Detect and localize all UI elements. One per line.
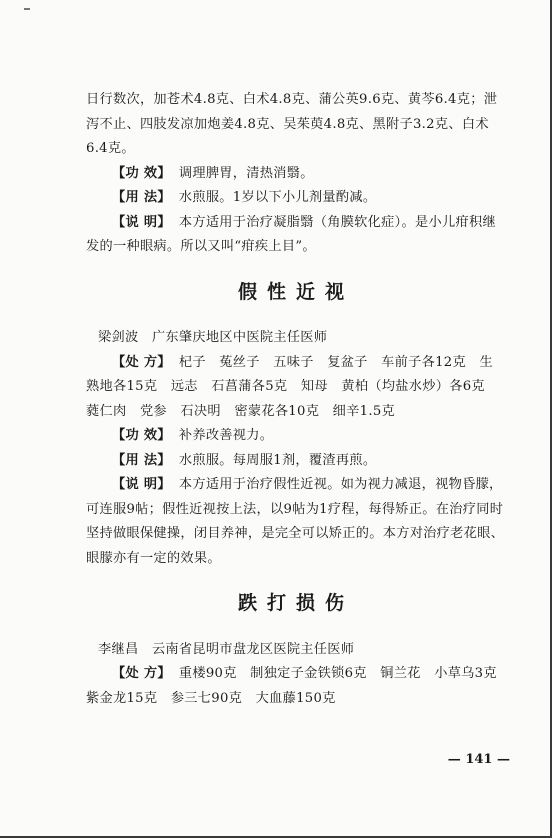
note-line [86, 211, 506, 260]
author-line: 李继昌 云南省昆明市盘龙区医院主任医师 [98, 641, 355, 657]
prescription-tag: 【处 方】 [112, 666, 171, 681]
effect-line [86, 424, 506, 449]
prescription-tag: 【处 方】 [112, 354, 171, 370]
effect-line [86, 162, 506, 187]
effect-tag: 【功 效】 [112, 165, 171, 181]
scan-mark [24, 8, 30, 10]
usage-tag: 【用 法】 [112, 190, 171, 205]
usage-tag: 【用 法】 [112, 452, 171, 468]
note-text: 本方适用于治疗假性近视。如为视力减退，视物昏朦，可连服9帖；假性近视按上法，以9帖为1疗程，每得矫正。在治疗同时坚持做眼保健操，闭目养神，是完全可以矫正的。本方对治疗老花眼、眼朦亦有一定的效果。 [86, 477, 505, 566]
page-body [86, 88, 511, 711]
note-line [86, 473, 506, 571]
page-number: — 141 — [447, 752, 510, 767]
usage-line [86, 186, 506, 211]
prescription-line [86, 662, 511, 711]
effect-tag: 【功 效】 [112, 428, 171, 443]
prescription-line [86, 351, 506, 425]
note-text: 本方适用于治疗凝脂翳（角膜软化症）。是小儿疳积继发的一种眼病。所以又叫“疳疾上目”。 [86, 214, 496, 254]
usage-text: 水煎服。每周服1剂，覆渣再煎。 [178, 452, 377, 468]
effect-text: 补养改善视力。 [178, 428, 274, 443]
usage-text: 水煎服。1岁以下小儿剂量酌减。 [178, 190, 377, 205]
section-title-pseudomyopia: 假性近视 [237, 280, 354, 303]
prescription-text: 杞子 菟丝子 五味子 复盆子 车前子各12克 生熟地各15克 远志 石菖蒲各5克 知母 黄柏（均盐水炒）各6克 蕤仁肉 党参 石决明 密蒙花各10克 细辛1.5克 [86, 354, 499, 419]
effect-text: 调理脾胃，清热消翳。 [178, 165, 314, 181]
note-tag: 【说 明】 [112, 477, 171, 492]
author-line: 梁剑波 广东肇庆地区中医院主任医师 [98, 330, 328, 345]
section-title-trauma: 跌打损伤 [237, 592, 354, 614]
continued-paragraph: 日行数次，加苍术4.8克、白术4.8克、蒲公英9.6克、黄芩6.4克；泄泻不止、四肢发凉加炮姜4.8克、吴茱萸4.8克、黑附子3.2克、白术6.4克。 [86, 92, 498, 156]
usage-line [86, 449, 506, 474]
prescription-text: 重楼90克 制独定子金铁锁6克 铜兰花 小草乌3克 紫金龙15克 参三七90克 大血藤150克 [86, 666, 511, 706]
note-tag: 【说 明】 [112, 214, 171, 230]
